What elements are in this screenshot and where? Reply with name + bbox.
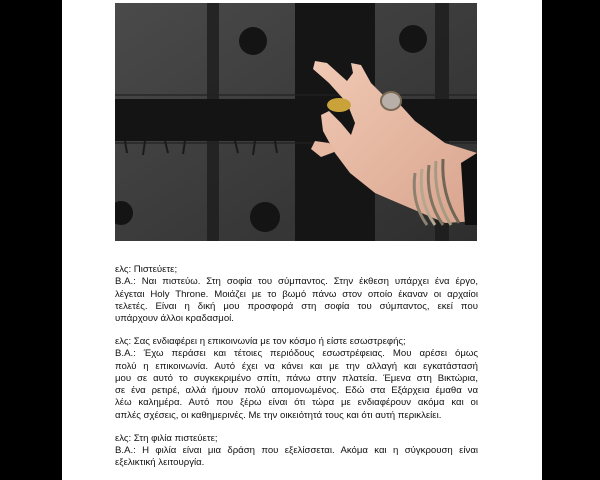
paragraph-3 <box>115 433 478 470</box>
document-page <box>62 0 542 480</box>
text-line: Β.Α.: Η φιλία είναι μια δράση που εξελίσσεται. Ακόμα και η σύγκρουση είναι <box>115 444 478 456</box>
hand-on-tapestry-image <box>115 3 477 241</box>
photo <box>115 3 477 241</box>
text-line: υπάρχουν άλλοι κραδασμοί. <box>115 313 234 325</box>
text-line: λέγεται Holy Throne. Μοιάζει με το βωμό πάνω στον οποίο έκαναν οι αρχαίοι <box>115 288 478 300</box>
text-line: τελετές. Είναι η δική μου προσφορά στη σοφία του σύμπαντος, εκεί που <box>115 300 478 312</box>
text-line: λέω καλημέρα. Αυτό που ξέρω είναι ότι τώρα με ενδιαφέρουν ακόμα και οι <box>115 397 478 409</box>
text-line: Β.Α.: Έχω περάσει και τέτοιες περιόδους εσωστρέφειας. Μου αρέσει όμως <box>115 348 478 360</box>
text-line: ελς: Σας ενδιαφέρει η επικοινωνία με τον κόσμο ή είστε εσωστρεφής; <box>115 335 406 347</box>
text-line: πολύ η επικοινωνία. Αυτό έχει να κάνει και με την αλλαγή και εγκατάστασή <box>115 360 478 372</box>
text-line: σε ένα ρετιρέ, αλλά ήμουν πολύ απομονωμένος. Εδώ στα Εξάρχεια έμαθα να <box>115 385 478 397</box>
text-line: μου σε αυτό το συγκεκριμένο σπίτι, πάνω στην πλατεία. Έμενα στη Βικτώρια, <box>115 372 478 384</box>
text-line: Β.Α.: Ναι πιστεύω. Στη σοφία του σύμπαντος. Στην έκθεση υπάρχει ένα έργο, <box>115 276 478 288</box>
paragraph-1 <box>115 264 478 325</box>
text-line: εξελικτική λειτουργία. <box>115 457 205 469</box>
text-line: ελς: Πιστεύετε; <box>115 264 178 275</box>
text-line: ελς: Στη φιλία πιστεύετε; <box>115 432 218 444</box>
interview-text <box>115 264 478 480</box>
text-line: απλές σχέσεις, οι καθημερινές. Με την οικειότητά τους και ότι αυτή περικλείει. <box>115 409 442 421</box>
paragraph-2 <box>115 336 478 422</box>
